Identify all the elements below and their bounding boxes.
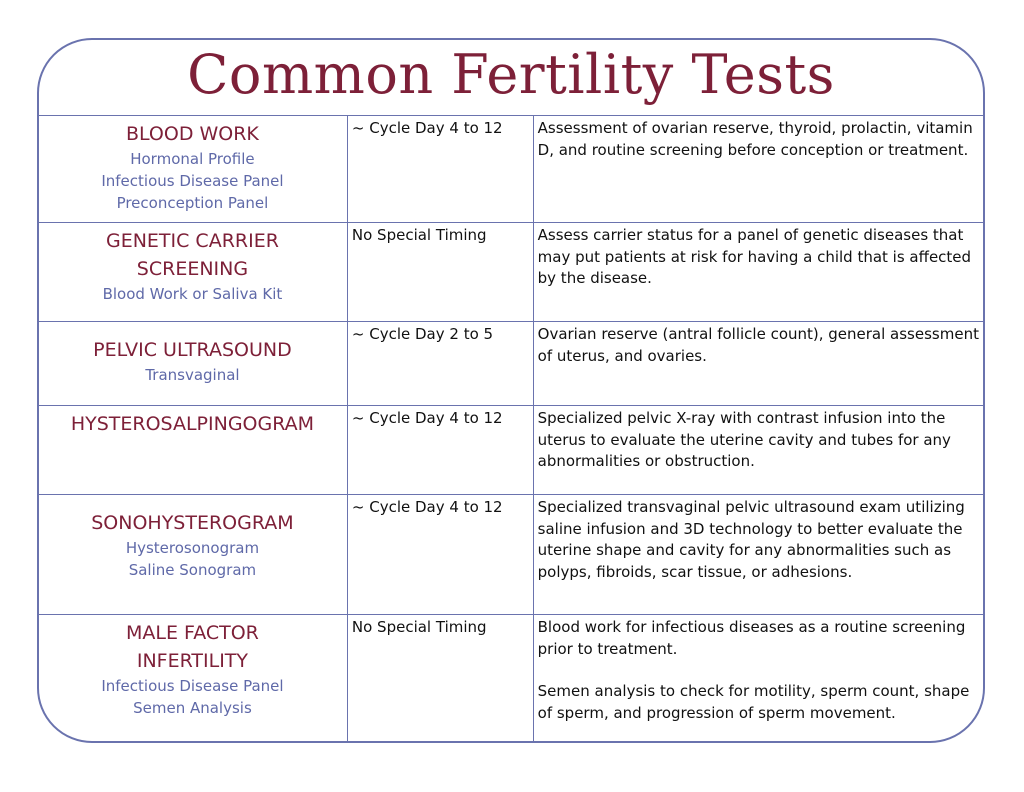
fertility-tests-card bbox=[37, 38, 985, 743]
test-name: MALE FACTOR INFERTILITY bbox=[125, 622, 259, 672]
table-row bbox=[38, 406, 986, 495]
paragraph-gap bbox=[538, 660, 984, 681]
test-subtitle: Infectious Disease Panel bbox=[101, 677, 284, 695]
test-cell bbox=[38, 322, 348, 406]
timing-cell bbox=[347, 615, 533, 744]
test-cell bbox=[38, 495, 348, 615]
timing-text: No Special Timing bbox=[351, 226, 487, 244]
test-cell bbox=[38, 223, 348, 322]
description-cell bbox=[533, 615, 985, 744]
timing-cell bbox=[347, 322, 533, 406]
timing-text: No Special Timing bbox=[351, 618, 487, 636]
test-cell bbox=[38, 406, 348, 495]
description-cell bbox=[533, 495, 985, 615]
test-name: BLOOD WORK bbox=[125, 123, 259, 145]
page-title: Common Fertility Tests bbox=[187, 43, 835, 106]
test-cell bbox=[38, 116, 348, 223]
timing-cell bbox=[347, 406, 533, 495]
description-cell bbox=[533, 322, 985, 406]
table-row bbox=[38, 322, 986, 406]
test-subtitle: Infectious Disease Panel bbox=[101, 172, 284, 190]
description-text: Assess carrier status for a panel of genetic diseases that may put patients at risk for having a child that is affected by the disease. bbox=[537, 226, 972, 287]
description-text: Specialized transvaginal pelvic ultrasound exam utilizing saline infusion and 3D technology to better evaluate the uterine shape and cavity for any abnormalities such as polyps, fibroids, scar tissue, or adhesions. bbox=[537, 498, 965, 581]
description-cell bbox=[533, 406, 985, 495]
test-name: PELVIC ULTRASOUND bbox=[93, 339, 292, 361]
test-subtitle: Blood Work or Saliva Kit bbox=[102, 285, 283, 303]
test-cell bbox=[38, 615, 348, 744]
tests-table bbox=[37, 115, 985, 743]
description-text: Specialized pelvic X-ray with contrast infusion into the uterus to evaluate the uterine cavity and tubes for any abnormalities or obstruction. bbox=[537, 409, 951, 470]
timing-cell bbox=[347, 223, 533, 322]
timing-text: ~ Cycle Day 2 to 5 bbox=[351, 325, 494, 343]
table-row bbox=[38, 116, 986, 223]
description-text: Assessment of ovarian reserve, thyroid, prolactin, vitamin D, and routine screening before conception or treatment. bbox=[537, 119, 973, 159]
test-subtitle: Preconception Panel bbox=[116, 194, 269, 212]
description-text: Blood work for infectious diseases as a routine screening prior to treatment. bbox=[537, 618, 966, 658]
test-subtitle: Semen Analysis bbox=[133, 699, 252, 717]
table-row bbox=[38, 615, 986, 744]
timing-cell bbox=[347, 116, 533, 223]
test-name: GENETIC CARRIER SCREENING bbox=[105, 230, 279, 280]
description-cell bbox=[533, 223, 985, 322]
table-row bbox=[38, 495, 986, 615]
timing-cell bbox=[347, 495, 533, 615]
timing-text: ~ Cycle Day 4 to 12 bbox=[351, 498, 503, 516]
description-text: Ovarian reserve (antral follicle count), general assessment of uterus, and ovaries. bbox=[537, 325, 979, 365]
description-text: Semen analysis to check for motility, sperm count, shape of sperm, and progression of sperm movement. bbox=[537, 682, 970, 722]
table-row bbox=[38, 223, 986, 322]
test-name: HYSTEROSALPINGOGRAM bbox=[70, 413, 315, 435]
test-subtitle: Hormonal Profile bbox=[130, 150, 255, 168]
timing-text: ~ Cycle Day 4 to 12 bbox=[351, 119, 503, 137]
test-subtitle: Transvaginal bbox=[145, 366, 240, 384]
test-subtitle: Hysterosonogram bbox=[125, 539, 260, 557]
description-cell bbox=[533, 116, 985, 223]
test-name: SONOHYSTEROGRAM bbox=[91, 512, 294, 534]
test-subtitle: Saline Sonogram bbox=[128, 561, 257, 579]
timing-text: ~ Cycle Day 4 to 12 bbox=[351, 409, 503, 427]
